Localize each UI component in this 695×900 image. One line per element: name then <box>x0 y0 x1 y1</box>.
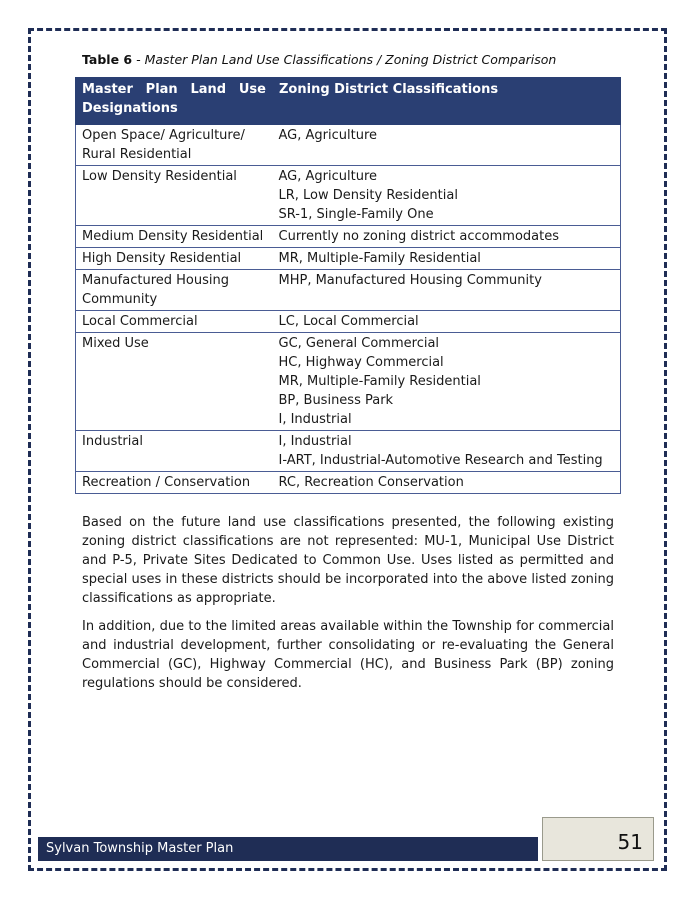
zoning-district-entry: I, Industrial <box>278 434 352 449</box>
land-use-designation-cell: Mixed Use <box>76 333 273 431</box>
footer-title-bar <box>38 837 538 861</box>
zoning-classification-cell <box>273 166 621 226</box>
land-use-designation-cell: High Density Residential <box>76 248 273 270</box>
zoning-district-entry: GC, General Commercial <box>278 336 440 351</box>
table-row <box>76 311 621 333</box>
header-designations: Master Plan Land Use Designations <box>76 78 273 125</box>
page-number: 51 <box>617 830 643 854</box>
zoning-classification-cell <box>273 270 621 311</box>
header-zoning: Zoning District Classifications <box>273 78 621 125</box>
table-body <box>76 125 621 494</box>
land-use-designation-cell: Open Space/ Agriculture/ Rural Residential <box>76 125 273 166</box>
table-row <box>76 125 621 166</box>
paragraph-unrepresented-districts: Based on the future land use classifications presented, the following existing zoning district classifications are not represented: MU-1, Municipal Use District and P-5, Private Sites Dedicated to Common Use. Uses listed as permitted and special uses in these districts should be incorporated into the above listed zoning classifications as appropriate. <box>82 515 614 606</box>
zoning-district-entry: MHP, Manufactured Housing Community <box>278 273 542 288</box>
table-row <box>76 226 621 248</box>
zoning-district-entry: HC, Highway Commercial <box>278 355 444 370</box>
table-row <box>76 431 621 472</box>
zoning-district-entry: LC, Local Commercial <box>278 314 419 329</box>
zoning-classification-cell <box>273 472 621 494</box>
table-row <box>76 248 621 270</box>
zoning-classification-cell <box>273 248 621 270</box>
zoning-district-entry: SR-1, Single-Family One <box>278 207 434 222</box>
zoning-district-entry: RC, Recreation Conservation <box>278 475 464 490</box>
land-use-designation-cell: Manufactured Housing Community <box>76 270 273 311</box>
page-number-box <box>542 817 654 861</box>
zoning-classification-cell <box>273 333 621 431</box>
land-use-designation-cell: Low Density Residential <box>76 166 273 226</box>
land-use-designation-cell: Industrial <box>76 431 273 472</box>
land-use-designation-cell: Local Commercial <box>76 311 273 333</box>
zoning-district-entry: I, Industrial <box>278 412 352 427</box>
zoning-district-entry: Currently no zoning district accommodates <box>278 229 559 244</box>
table-row <box>76 333 621 431</box>
zoning-district-entry: AG, Agriculture <box>278 169 377 184</box>
land-use-designation-cell: Medium Density Residential <box>76 226 273 248</box>
zoning-district-entry: BP, Business Park <box>278 393 394 408</box>
land-use-designation-cell: Recreation / Conservation <box>76 472 273 494</box>
table-caption-label: Table 6 <box>82 52 133 67</box>
table-row <box>76 472 621 494</box>
paragraph-consolidation: In addition, due to the limited areas available within the Township for commercial and industrial development, further consolidating or re-evaluating the General Commercial (GC), Highway Commercial (HC), and Business Park (BP) zoning regulations should be considered. <box>82 619 614 691</box>
footer-title: Sylvan Township Master Plan <box>46 841 234 856</box>
zoning-comparison-table <box>75 77 621 494</box>
zoning-district-entry: MR, Multiple-Family Residential <box>278 251 481 266</box>
zoning-district-entry: MR, Multiple-Family Residential <box>278 374 481 389</box>
zoning-district-entry: LR, Low Density Residential <box>278 188 458 203</box>
table-row <box>76 270 621 311</box>
table-caption <box>82 52 556 67</box>
zoning-classification-cell <box>273 226 621 248</box>
zoning-district-entry: AG, Agriculture <box>278 128 377 143</box>
zoning-district-entry: I-ART, Industrial-Automotive Research and Testing <box>278 453 603 468</box>
table-header-row <box>76 78 621 125</box>
zoning-classification-cell <box>273 125 621 166</box>
table-row <box>76 166 621 226</box>
zoning-classification-cell <box>273 311 621 333</box>
table-caption-text: - Master Plan Land Use Classifications / Zoning District Comparison <box>132 52 557 67</box>
zoning-classification-cell <box>273 431 621 472</box>
